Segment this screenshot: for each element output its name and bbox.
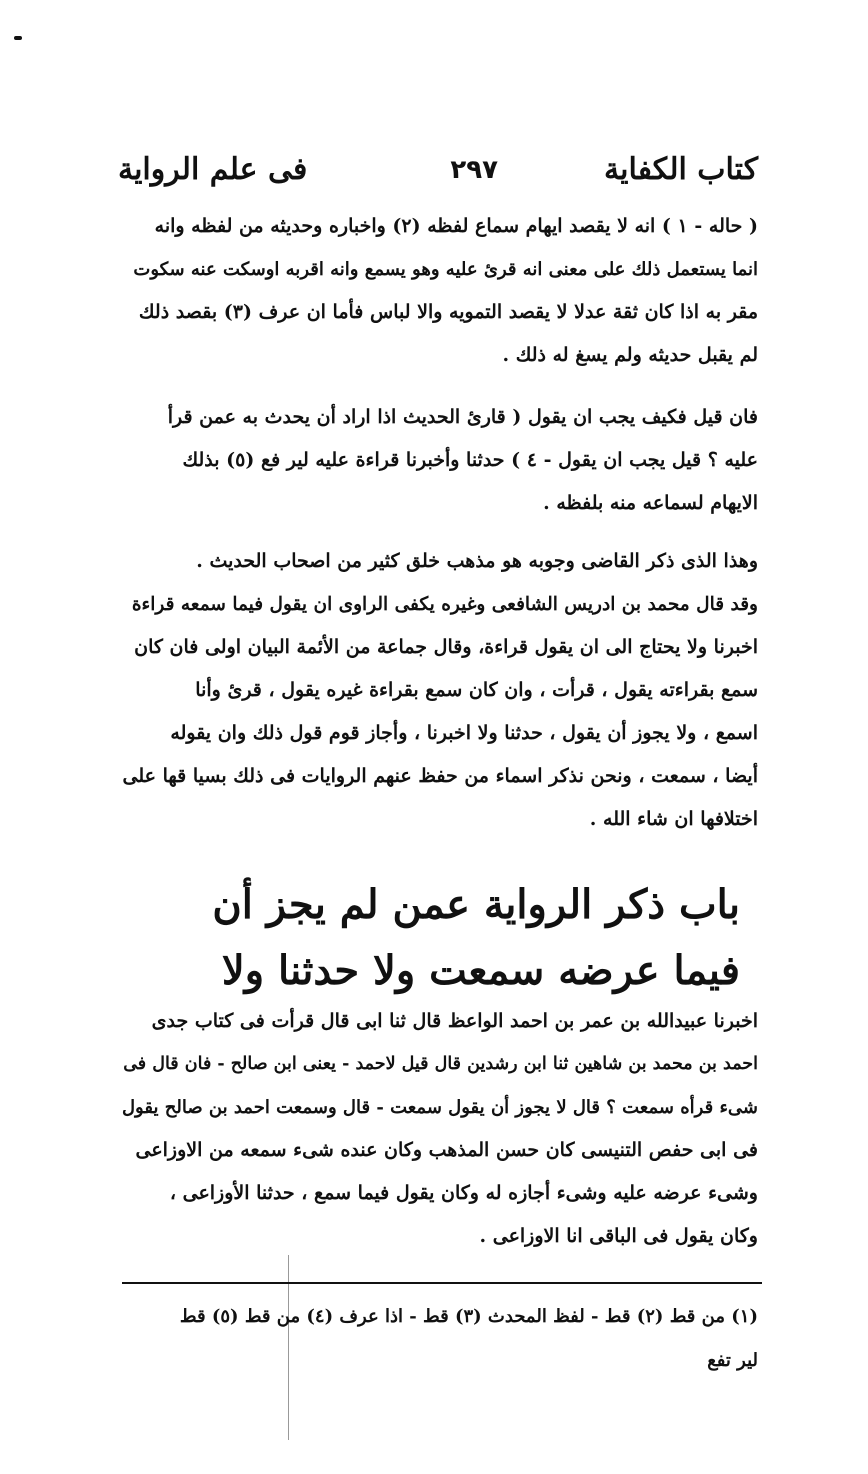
text-line: وكان يقول فى الباقى انا الاوزاعى .	[479, 1225, 758, 1247]
text-line: احمد بن محمد بن شاهين ثنا ابن رشدين قال قيل لاحمد - يعنى ابن صالح - فان قال فى	[123, 1054, 758, 1074]
chapter-heading-line: فيما عرضه سمعت ولا حدثنا ولا	[221, 947, 740, 994]
paragraph-1	[118, 205, 758, 377]
footnote-line: (١) من قط (٢) قط - لفظ المحدث (٣) قط - اذا عرف (٤) من قط (٥) قط	[179, 1306, 758, 1327]
text-line: أيضا ، سمعت ، ونحن نذكر اسماء من حفظ عنهم الروايات فى ذلك بسيا قها على	[122, 765, 758, 787]
book-title: كتاب الكفاية	[604, 152, 758, 187]
text-line: وشىء عرضه عليه وشىء أجازه له وكان يقول فيما سمع ، حدثنا الأوزاعى ،	[169, 1182, 758, 1204]
text-line: لم يقبل حديثه ولم يسغ له ذلك .	[502, 344, 758, 366]
book-subtitle: فى علم الرواية	[118, 152, 308, 187]
chapter-heading-line: باب ذكر الرواية عمن لم يجز أن	[212, 881, 740, 928]
footnote-divider	[122, 1282, 762, 1284]
text-line: اخبرنا ولا يحتاج الى ان يقول قراءة، وقال جماعة من الأئمة البيان اولى فان كان	[134, 636, 758, 658]
text-line: ( حاله - ١ ) انه لا يقصد ايهام سماع لفظه (٢) واخباره وحديثه من لفظه وانه	[154, 215, 758, 237]
paragraph-3	[118, 540, 758, 841]
footnote-line: لير تفع	[707, 1350, 758, 1371]
text-line: اختلافها ان شاء الله .	[589, 808, 758, 830]
text-line: وهذا الذى ذكر القاضى وجوبه هو مذهب خلق كثير من اصحاب الحديث .	[196, 550, 758, 572]
narration-paragraph	[118, 1000, 758, 1258]
text-line: انما يستعمل ذلك على معنى انه قرئ عليه وهو يسمع وانه اقربه اوسكت عنه سكوت	[133, 259, 758, 280]
text-line: اسمع ، ولا يجوز أن يقول ، حدثنا ولا اخبرنا ، وأجاز قوم قول ذلك وان يقوله	[170, 722, 758, 744]
chapter-heading	[140, 872, 740, 1004]
page-number: ٢٩٧	[450, 155, 498, 185]
text-line: عليه ؟ قيل يجب ان يقول - ٤ ) حدثنا وأخبرنا قراءة عليه لير فع (٥) بذلك	[182, 449, 758, 471]
paragraph-2	[118, 396, 758, 525]
text-line: فان قيل فكيف يجب ان يقول ( قارئ الحديث اذا اراد أن يحدث به عمن قرأ	[167, 406, 758, 428]
scan-mark	[14, 36, 22, 40]
text-line: اخبرنا عبيدالله بن عمر بن احمد الواعظ قال ثنا ابى قال قرأت فى كتاب جدى	[151, 1010, 758, 1032]
footnotes	[118, 1295, 758, 1383]
text-line: مقر به اذا كان ثقة عدلا لا يقصد التمويه والا لباس فأما ان عرف (٣) بقصد ذلك	[138, 301, 758, 323]
page-header	[118, 148, 758, 198]
text-line: سمع بقراءته يقول ، قرأت ، وان كان سمع بقراءة غيره يقول ، قرئ وأنا	[195, 679, 758, 701]
text-line: شىء قرأه سمعت ؟ قال لا يجوز أن يقول سمعت - قال وسمعت احمد بن صالح يقول	[121, 1097, 758, 1118]
text-line: وقد قال محمد بن ادريس الشافعى وغيره يكفى الراوى ان يقول فيما سمعه قراءة	[131, 594, 758, 615]
text-line: الايهام لسماعه منه بلفظه .	[543, 492, 758, 514]
text-line: فى ابى حفص التنيسى كان حسن المذهب وكان عنده شىء سمعه من الاوزاعى	[135, 1139, 758, 1161]
